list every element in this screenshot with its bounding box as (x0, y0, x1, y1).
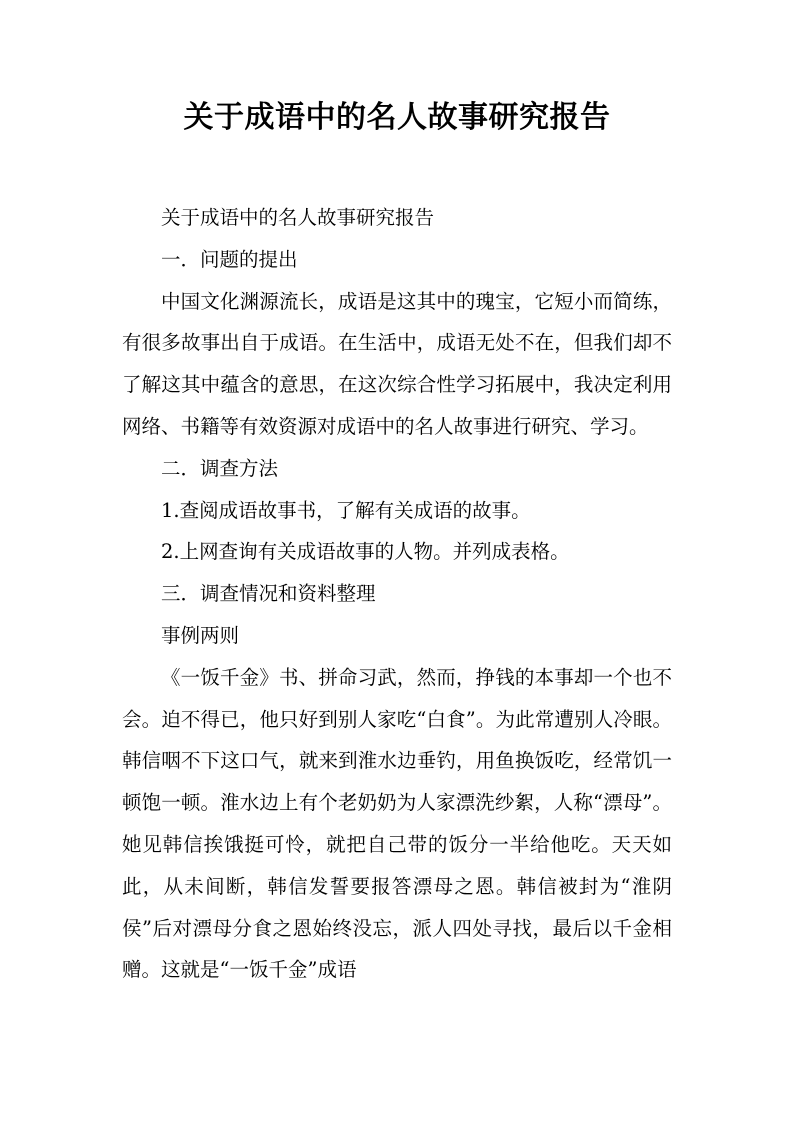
method-item-2: 2.上网查询有关成语故事的人物。并列成表格。 (161, 540, 570, 564)
method-item-1: 1.查阅成语故事书，了解有关成语的故事。 (161, 498, 531, 522)
section-heading-1: 一．问题的提出 (161, 247, 298, 271)
section-heading-3: 三．调查情况和资料整理 (161, 582, 376, 606)
document-title: 关于成语中的名人故事研究报告 (183, 100, 611, 135)
paragraph-story: 《一饭千金》书、拼命习武，然而，挣钱的本事却一个也不会。迫不得已，他只好到别人家吃“白食”。为此常遭别人冷眼。韩信咽不下这口气，就来到淮水边垂钓，用鱼换饭吃，经常饥一顿饱一顿。淮水边上有个老奶奶为人家漂洗纱絮，人称“漂母”。她见韩信挨饿挺可怜，就把自己带的饭分一半给他吃。天天如此，从未间断，韩信发誓要报答漂母之恩。韩信被封为“淮阴侯”后对漂母分食之恩始终没忘，派人四处寻找，最后以千金相赠。这就是“一饭千金”成语 (122, 665, 672, 982)
paragraph-subtitle: 关于成语中的名人故事研究报告 (161, 206, 435, 229)
examples-heading: 事例两则 (161, 623, 240, 647)
paragraph-intro: 中国文化渊源流长，成语是这其中的瑰宝，它短小而简练，有很多故事出自于成语。在生活中，成语无处不在，但我们却不了解这其中蕴含的意思，在这次综合性学习拓展中，我决定利用网络、书籍等有效资源对成语中的名人故事进行研究、学习。 (122, 289, 672, 438)
document-body (122, 197, 672, 991)
section-heading-2: 二．调查方法 (161, 456, 279, 480)
